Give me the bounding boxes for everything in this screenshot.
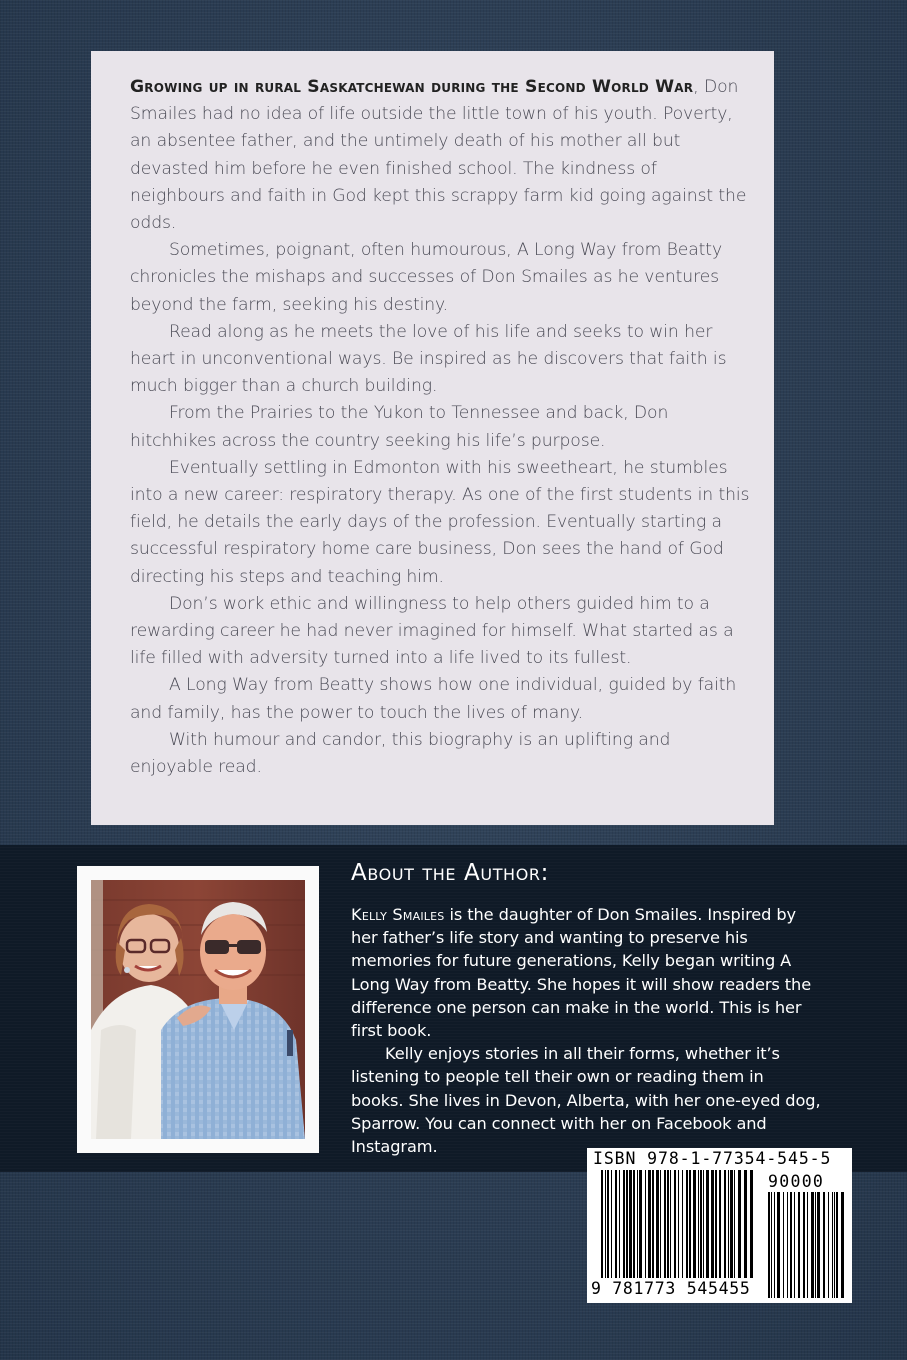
addon-bar <box>768 1192 770 1298</box>
barcode-bar <box>645 1170 646 1278</box>
barcode-bar <box>660 1170 661 1278</box>
barcode-bar <box>700 1170 702 1278</box>
author-bio <box>351 903 821 1158</box>
price-addon-label: 90000 <box>768 1172 825 1191</box>
description-paragraph-1-text: , Don Smailes had no idea of life outside the little town of his youth. Poverty, an absentee father, and the untimely death of his mother all but devasted him before he even finished school. The kindness of neighbours and faith in God kept this scrappy farm kid going against the odds. <box>130 77 747 234</box>
addon-bar <box>803 1192 805 1298</box>
author-bio-paragraph-1-text: is the daughter of Don Smailes. Inspired by her father’s life story and wanting to preserve his memories for future generations, Kelly began writing A Long Way from Beatty. She hopes it will show readers the difference one person can make in the world. This is her first book. <box>351 905 812 1041</box>
author-photo <box>91 880 305 1139</box>
addon-bar <box>798 1192 800 1298</box>
barcode-bar <box>738 1170 741 1278</box>
barcode-bar <box>711 1170 714 1278</box>
barcode-bar <box>637 1170 638 1278</box>
description-paragraph-2: Sometimes, poignant, often humourous, A Long Way from Beatty chronicles the mishaps and successes of Don Smailes as he ventures beyond the farm, seeking his destiny. <box>130 240 723 315</box>
description-paragraph-6: Don’s work ethic and willingness to help others guided him to a rewarding career he had never imagined for himself. What started as a life filled with adversity turned into a life lived to its fullest. <box>130 593 734 669</box>
description-paragraph-1 <box>130 74 750 237</box>
isbn-label: ISBN 978-1-77354-545-5 <box>593 1149 832 1168</box>
barcode-bar <box>607 1170 609 1278</box>
barcode-bar <box>719 1170 721 1278</box>
barcode-bar <box>652 1170 654 1278</box>
addon-bar <box>807 1192 808 1298</box>
barcode-bar <box>611 1170 612 1278</box>
addon-bar <box>836 1192 838 1298</box>
addon-bar <box>815 1192 816 1298</box>
addon-bar <box>817 1192 820 1298</box>
addon-bar <box>832 1192 833 1298</box>
barcode-bar <box>629 1170 632 1278</box>
barcode-bar <box>734 1170 735 1278</box>
ean-number: 9 781773 545455 <box>591 1279 751 1298</box>
barcode-bar <box>728 1170 729 1278</box>
barcode-bar <box>689 1170 691 1278</box>
addon-bar <box>828 1192 829 1298</box>
barcode-bar <box>639 1170 642 1278</box>
barcode-bar <box>724 1170 726 1278</box>
barcode-bar <box>750 1170 753 1278</box>
description-lead-in: Growing up in rural Saskatchewan during the Second World War <box>130 77 694 97</box>
description-paragraph-3: Read along as he meets the love of his life and seeks to win her heart in unconventional ways. Be inspired as he discovers that faith is much bigger than a church building. <box>130 321 727 397</box>
barcode-bar <box>744 1170 747 1278</box>
barcode-bar <box>626 1170 628 1278</box>
description-paragraph-5: Eventually settling in Edmonton with his sweetheart, he stumbles into a new career: respiratory therapy. As one of the first students in this field, he details the early days of the profession. Eventually starting a successful respiratory home care business, Don sees the hand of God directing his steps and teaching him. <box>130 457 750 587</box>
addon-bar <box>834 1192 835 1298</box>
barcode-bar <box>703 1170 704 1278</box>
addon-bar <box>771 1192 772 1298</box>
isbn-barcode <box>587 1148 852 1303</box>
barcode-bar <box>623 1170 625 1278</box>
barcode-bar <box>706 1170 709 1278</box>
addon-bar <box>783 1192 784 1298</box>
barcode-bar <box>648 1170 651 1278</box>
barcode-bar <box>670 1170 671 1278</box>
addon-bar <box>794 1192 795 1298</box>
addon-bar <box>774 1192 775 1298</box>
barcode-bar <box>686 1170 688 1278</box>
addon-bar <box>777 1192 780 1298</box>
barcode-bar <box>715 1170 717 1278</box>
barcode-bar <box>601 1170 603 1278</box>
about-author-heading: About the Author: <box>351 860 549 886</box>
barcode-bar <box>674 1170 676 1278</box>
barcode-bar <box>693 1170 696 1278</box>
description-paragraph-8: With humour and candor, this biography is an uplifting and enjoyable read. <box>130 729 671 778</box>
addon-bar <box>841 1192 844 1298</box>
barcode-bar <box>615 1170 617 1278</box>
barcode-bar <box>656 1170 659 1278</box>
addon-bar <box>790 1192 792 1298</box>
barcode-bar <box>667 1170 669 1278</box>
barcode-bar <box>664 1170 666 1278</box>
author-name: Kelly Smailes <box>351 905 445 924</box>
addon-bar <box>811 1192 814 1298</box>
barcode-bar <box>633 1170 635 1278</box>
barcode-bar <box>605 1170 606 1278</box>
addon-bar <box>787 1192 788 1298</box>
barcode-bar <box>682 1170 683 1278</box>
barcode-bar <box>698 1170 699 1278</box>
barcode-bar <box>730 1170 733 1278</box>
addon-bar <box>823 1192 825 1298</box>
barcode-bar <box>619 1170 620 1278</box>
description-paragraph-4: From the Prairies to the Yukon to Tennessee and back, Don hitchhikes across the country seeking his life’s purpose. <box>130 403 669 451</box>
author-bio-paragraph-2: Kelly enjoys stories in all their forms, whether it’s listening to people tell their own or reading them in books. She lives in Devon, Alberta, with her one-eyed dog, Sparrow. You can connect with her on Facebook and Instagram. <box>351 1044 821 1157</box>
barcode-bar <box>678 1170 679 1278</box>
book-description-panel <box>91 51 774 825</box>
description-paragraph-7: A Long Way from Beatty shows how one individual, guided by faith and family, has the power to touch the lives of many. <box>130 675 737 723</box>
author-bio-paragraph-1 <box>351 903 821 1042</box>
author-photo-frame <box>77 866 319 1153</box>
